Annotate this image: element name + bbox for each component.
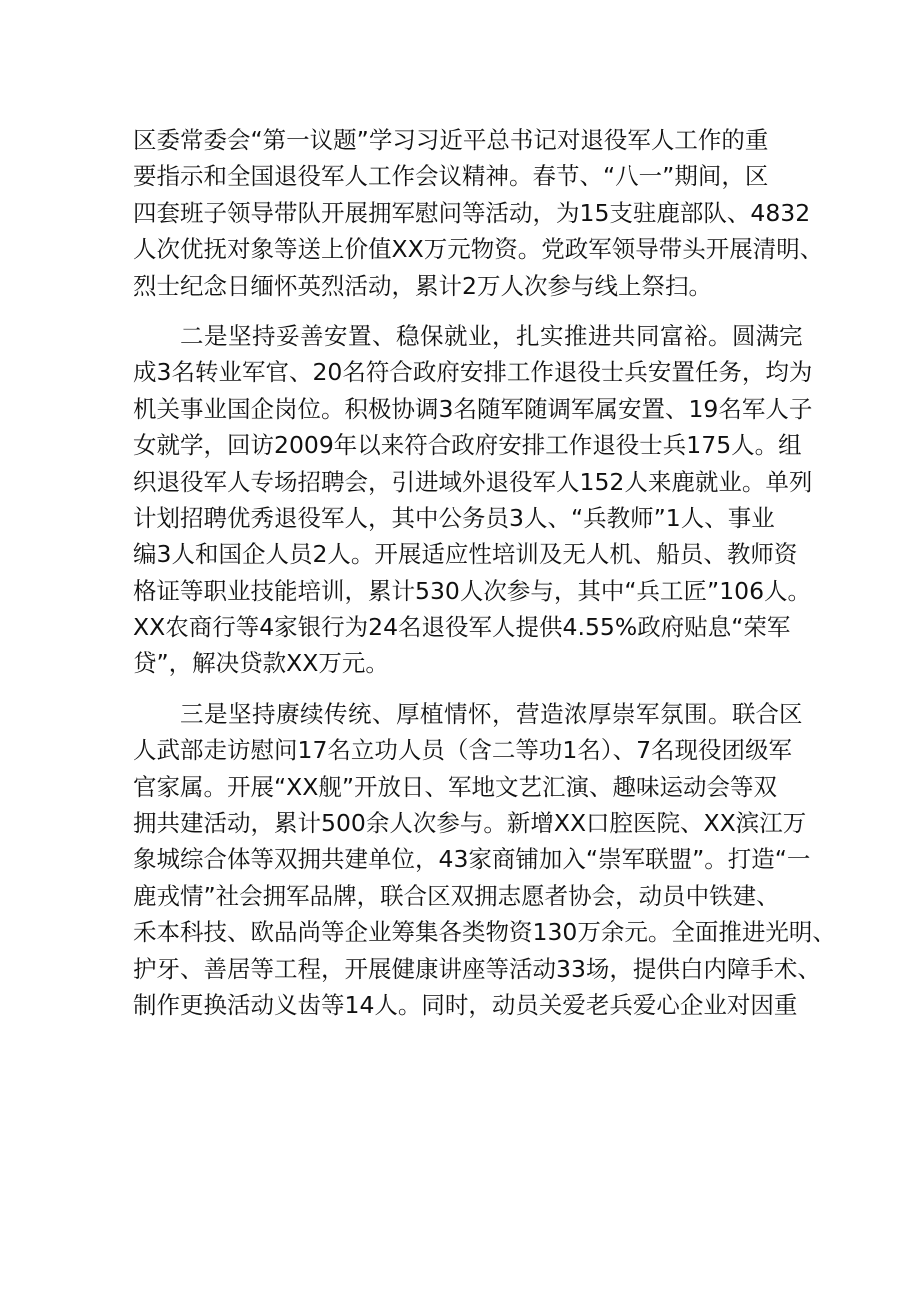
paragraph-1-line: 区委常委会“第一议题”学习习近平总书记对退役军人工作的重 (133, 126, 769, 154)
paragraph-2-line: 女就学，回访2009年以来符合政府安排工作退役士兵175人。组 (133, 431, 802, 460)
paragraph-3 (133, 696, 836, 1024)
paragraph-2 (133, 318, 813, 682)
paragraph-1-line: 要指示和全国退役军人工作会议精神。春节、“八一”期间，区 (133, 162, 769, 191)
paragraph-3-line: 制作更换活动义齿等14人。同时，动员关爱老兵爱心企业对因重 (133, 990, 798, 1019)
paragraph-3-line: 拥共建活动，累计500余人次参与。新增XX口腔医院、XX滨江万 (133, 809, 807, 838)
paragraph-2-heading: 二是坚持妥善安置、稳保就业，扎实推进共同富裕。 (180, 321, 732, 350)
paragraph-2-line: 编3人和国企人员2人。开展适应性培训及无人机、船员、教师资 (133, 540, 798, 569)
paragraph-2-first-line (133, 318, 803, 354)
paragraph-3-first-line-text: 联合区 (732, 699, 803, 728)
paragraph-3-line: 象城综合体等双拥共建单位，43家商铺加入“崇军联盟”。打造“一 (133, 845, 811, 874)
paragraph-1 (133, 122, 824, 304)
paragraph-2-first-line-text: 圆满完 (732, 321, 803, 350)
paragraph-3-line: 官家属。开展“XX舰”开放日、军地文艺汇演、趣味运动会等双 (133, 772, 778, 801)
paragraph-2-line: 格证等职业技能培训，累计530人次参与，其中“兵工匠”106人。 (133, 576, 812, 605)
paragraph-2-line: XX农商行等4家银行为24名退役军人提供4.55%政府贴息“荣军 (133, 613, 791, 642)
paragraph-2-line: 贷”，解决贷款XX万元。 (133, 649, 389, 678)
paragraph-3-line: 鹿戎情”社会拥军品牌，联合区双拥志愿者协会，动员中铁建、 (133, 881, 780, 910)
paragraph-1-line: 四套班子领导带队开展拥军慰问等活动，为15支驻鹿部队、4832 (133, 198, 811, 227)
paragraph-2-line: 机关事业国企岗位。积极协调3名随军随调军属安置、19名军人子 (133, 394, 813, 423)
document-body (133, 122, 836, 1023)
paragraph-1-line: 人次优抚对象等送上价值XX万元物资。党政军领导带头开展清明、 (133, 235, 824, 264)
paragraph-2-line: 织退役军人专场招聘会，引进域外退役军人152人来鹿就业。单列 (133, 467, 813, 496)
paragraph-3-first-line (133, 696, 803, 732)
paragraph-2-line: 计划招聘优秀退役军人，其中公务员3人、“兵教师”1人、事业 (133, 503, 775, 532)
paragraph-3-line: 人武部走访慰问17名立功人员（含二等功1名）、7名现役团级军 (133, 736, 793, 765)
paragraph-2-line: 成3名转业军官、20名符合政府安排工作退役士兵安置任务，均为 (133, 358, 813, 387)
paragraph-1-line: 烈士纪念日缅怀英烈活动，累计2万人次参与线上祭扫。 (133, 271, 712, 300)
paragraph-3-line: 护牙、善居等工程，开展健康讲座等活动33场，提供白内障手术、 (133, 954, 821, 983)
paragraph-3-heading: 三是坚持赓续传统、厚植情怀，营造浓厚崇军氛围。 (180, 699, 732, 728)
paragraph-3-line: 禾本科技、欧品尚等企业筹集各类物资130万余元。全面推进光明、 (133, 918, 836, 947)
